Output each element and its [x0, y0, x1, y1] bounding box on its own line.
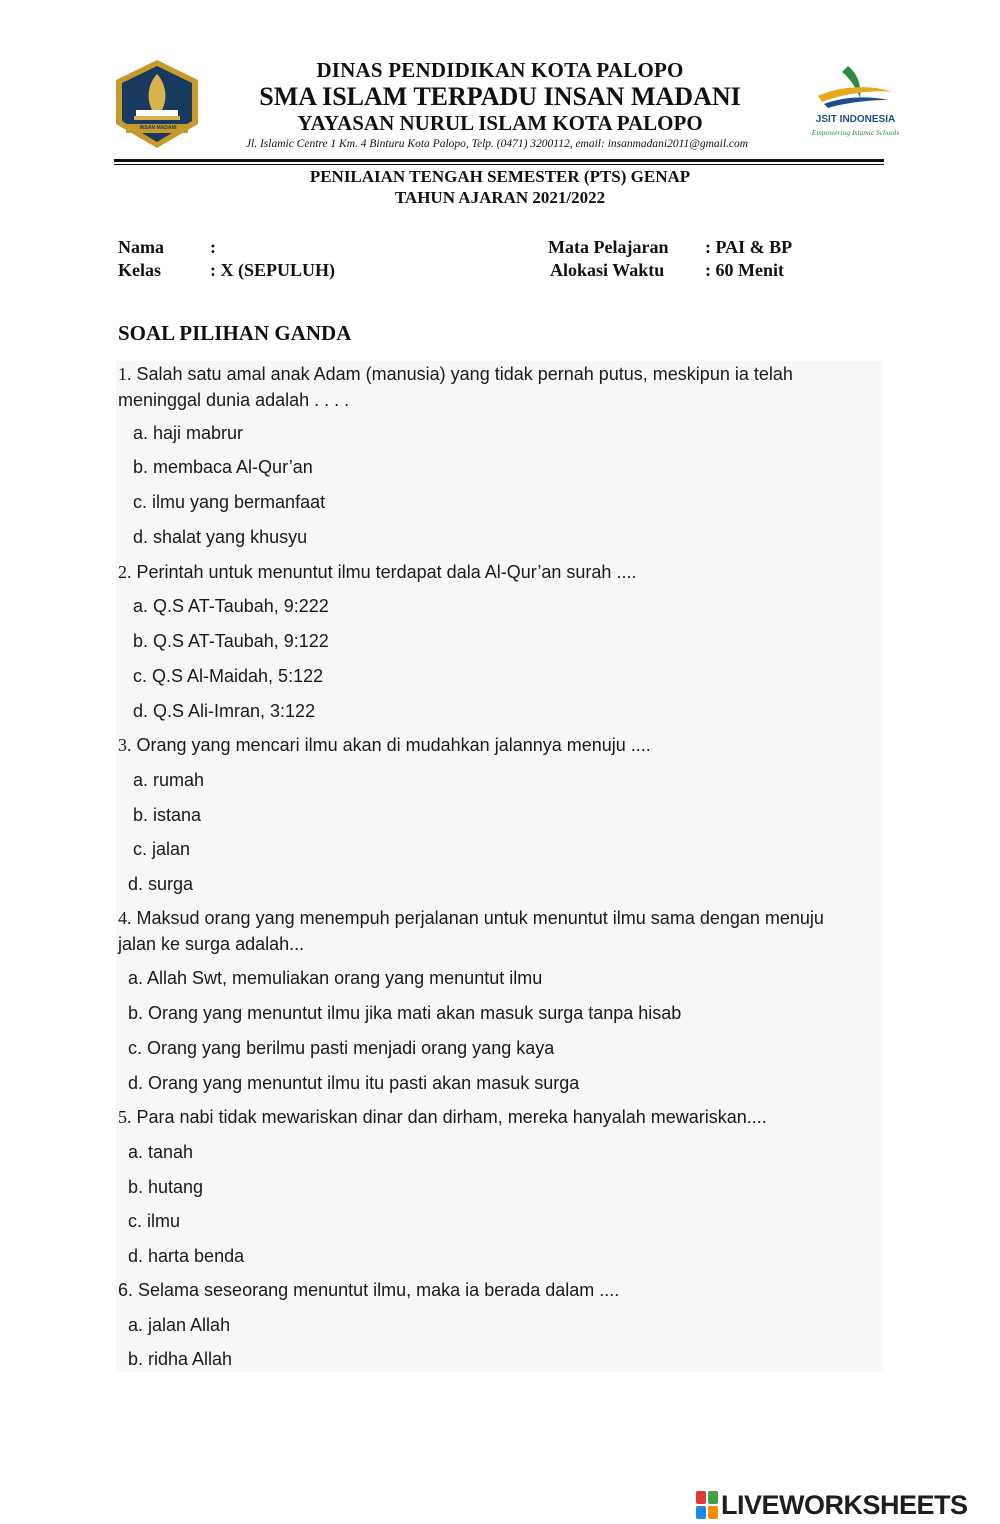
jsit-logo [808, 62, 903, 152]
option-5b[interactable]: b. hutang [128, 1177, 204, 1197]
question-text: Selama seseorang menuntut ilmu, maka ia berada dalam .... [133, 1280, 620, 1300]
school-logo-text: INSAN MADANI [139, 125, 177, 131]
option-4c[interactable]: c. Orang yang berilmu pasti menjadi orang yang kaya [128, 1038, 555, 1058]
brand-text: LIVEWORKSHEETS [721, 1489, 968, 1520]
option-1b[interactable]: b. membaca Al-Qur’an [133, 457, 313, 477]
kelas-value: : X (SEPULUH) [210, 260, 335, 280]
school-name: SMA ISLAM TERPADU INSAN MADANI [259, 82, 741, 111]
option-1c[interactable]: c. ilmu yang bermanfaat [133, 492, 326, 512]
question-text: Para nabi tidak mewariskan dinar dan dirham, mereka hanyalah mewariskan.... [131, 1107, 767, 1127]
option-5d[interactable]: d. harta benda [128, 1246, 245, 1266]
question-number: 5. [118, 1107, 132, 1127]
option-2a[interactable]: a. Q.S AT-Taubah, 9:222 [133, 596, 329, 616]
question-4 [118, 906, 824, 931]
option-3a[interactable]: a. rumah [133, 770, 205, 790]
letterhead [200, 58, 800, 152]
jsit-logo-tagline: Empowering Islamic Schools [811, 128, 900, 137]
question-3 [118, 733, 651, 758]
option-4d[interactable]: d. Orang yang menuntut ilmu itu pasti akan masuk surga [128, 1073, 580, 1093]
question-text: Orang yang mencari ilmu akan di mudahkan jalannya menuju .... [131, 735, 651, 755]
waktu-label: Alokasi Waktu [550, 260, 665, 280]
exam-title-line2: TAHUN AJARAN 2021/2022 [394, 188, 606, 207]
agency-name: DINAS PENDIDIKAN KOTA PALOPO [316, 58, 684, 82]
liveworksheets-icon [696, 1491, 718, 1519]
option-6b[interactable]: b. ridha Allah [128, 1349, 233, 1369]
option-2d[interactable]: d. Q.S Ali-Imran, 3:122 [133, 701, 316, 721]
option-2c[interactable]: c. Q.S Al-Maidah, 5:122 [133, 666, 324, 686]
option-3b[interactable]: b. istana [133, 805, 202, 825]
question-1-continued: meninggal dunia adalah . . . . [118, 390, 350, 410]
option-3c[interactable]: c. jalan [133, 839, 191, 859]
question-1 [118, 362, 793, 387]
question-number: 4. [118, 908, 132, 928]
question-6 [118, 1278, 619, 1303]
option-3d[interactable]: d. surga [128, 874, 194, 894]
icon-block [696, 1491, 706, 1504]
jsit-logo-name: JSIT INDONESIA [815, 114, 896, 125]
question-4-continued: jalan ke surga adalah... [118, 934, 305, 954]
kelas-label: Kelas [118, 260, 161, 280]
exam-title [200, 166, 800, 208]
option-5a[interactable]: a. tanah [128, 1142, 194, 1162]
header-divider-thin [114, 164, 884, 165]
option-1d[interactable]: d. shalat yang khusyu [133, 527, 308, 547]
icon-block [708, 1506, 718, 1519]
header-divider-thick [114, 159, 884, 162]
icon-block [708, 1491, 718, 1504]
question-number: 3. [118, 735, 132, 755]
school-logo [112, 58, 202, 150]
question-text: Perintah untuk menuntut ilmu terdapat dala Al-Qur’an surah .... [131, 562, 637, 582]
option-2b[interactable]: b. Q.S AT-Taubah, 9:122 [133, 631, 329, 651]
option-1a[interactable]: a. haji mabrur [133, 423, 244, 443]
question-text: Maksud orang yang menempuh perjalanan untuk menuntut ilmu sama dengan menuju [131, 908, 824, 928]
option-4b[interactable]: b. Orang yang menuntut ilmu jika mati akan masuk surga tanpa hisab [128, 1003, 682, 1023]
question-number: 2. [118, 562, 132, 582]
icon-block [696, 1506, 706, 1519]
question-number: 6. [118, 1280, 134, 1300]
exam-title-line1: PENILAIAN TENGAH SEMESTER (PTS) GENAP [309, 167, 691, 186]
mapel-value: : PAI & BP [705, 237, 793, 257]
nama-value: : [210, 237, 216, 257]
question-text: Salah satu amal anak Adam (manusia) yang tidak pernah putus, meskipun ia telah [131, 364, 793, 384]
option-4a[interactable]: a. Allah Swt, memuliakan orang yang menuntut ilmu [128, 968, 543, 988]
liveworksheets-brand[interactable] [696, 1489, 968, 1521]
section-title: SOAL PILIHAN GANDA [118, 321, 352, 345]
waktu-value: : 60 Menit [705, 260, 784, 280]
school-address: Jl. Islamic Centre 1 Km. 4 Binturu Kota Palopo, Telp. (0471) 3200112, email: insanmadani2011@gmail.com [245, 138, 749, 150]
question-number: 1. [118, 364, 132, 384]
foundation-name: YAYASAN NURUL ISLAM KOTA PALOPO [297, 111, 703, 135]
option-6a[interactable]: a. jalan Allah [128, 1315, 231, 1335]
mapel-label: Mata Pelajaran [548, 237, 669, 257]
question-5 [118, 1105, 767, 1130]
option-5c[interactable]: c. ilmu [128, 1211, 181, 1231]
question-2 [118, 560, 636, 585]
nama-label: Nama [118, 237, 164, 257]
